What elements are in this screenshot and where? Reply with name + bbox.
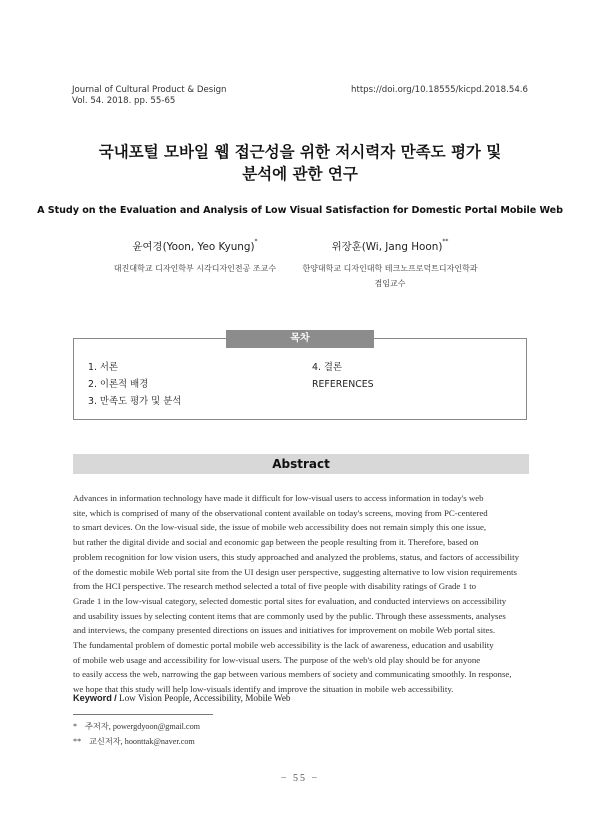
abstract-line: to easily access the web, narrowing the gap between various members of society and communicating smoothly. In response,: [73, 669, 512, 680]
author-2-mark: **: [442, 238, 449, 245]
keyword-values: Low Vision People, Accessibility, Mobile Web: [118, 693, 291, 703]
abstract-line: from the HCI perspective. The research method selected a total of five people with disability ratings of Grade 1 to: [73, 581, 477, 592]
abstract-line: but rather the digital divide and social and economic gap between the people resulting from it. Therefore, based on: [73, 537, 479, 548]
page-number: − 55 −: [280, 773, 320, 784]
abstract-line: to smart devices. On the low-visual side, the issue of mobile web accessibility does not remain simply this one issue,: [73, 522, 487, 533]
footnotes: [73, 719, 200, 749]
abstract-line: site, which is comprised of many of the observational content available on today's screens, moving from PC-centered: [73, 507, 488, 518]
abstract-line: and interviews, the company presented directions on issues and initiatives for improvement on mobile Web portal sites.: [73, 625, 496, 636]
english-title: A Study on the Evaluation and Analysis of Low Visual Satisfaction for Domestic Portal Mobile Web: [37, 205, 563, 216]
author-2-affiliation: [280, 261, 500, 291]
abstract-line: and usability issues by selecting content items that are commonly used by the public. Through these assessments, analyses: [73, 610, 506, 621]
abstract-line: we hope that this study will help low-visuals identify and improve the situation in mobile web accessibility.: [73, 684, 454, 695]
doi-link[interactable]: https://doi.org/10.18555/kicpd.2018.54.6: [351, 85, 528, 95]
footnote-2: [73, 734, 200, 749]
author-1-affiliation: 대진대학교 디자인학부 시각디자인전공 조교수: [113, 264, 277, 273]
toc-left-column: [88, 359, 181, 410]
abstract-line: Advances in information technology have made it difficult for low-visual users to access information in today's web: [73, 493, 484, 503]
toc-heading: 목차: [226, 330, 374, 348]
footnote-divider: [73, 714, 213, 715]
abstract-line: of mobile web usage and accessibility for low-visual users. The purpose of the web's old play should be for anyone: [73, 654, 481, 665]
abstract-line: of the domestic mobile Web portal site from the UI design user perspective, suggesting alternative to low vision requirements: [73, 566, 517, 577]
footnote-2-mark: **: [73, 737, 82, 746]
korean-title-line2: 분석에 관한 연구: [242, 165, 358, 183]
keywords: [73, 693, 291, 703]
keyword-separator: /: [114, 693, 117, 703]
abstract-line: Grade 1 in the low-visual category, selected domestic portal sites for evaluation, and conducted interviews on accessibility: [73, 595, 507, 606]
footnote-1-text: 주저자, powergdyoon@gmail.com: [85, 722, 201, 731]
toc-item[interactable]: REFERENCES: [312, 379, 374, 390]
keyword-label: Keyword: [73, 693, 112, 703]
journal-info: [72, 85, 227, 107]
toc-item[interactable]: 3. 만족도 평가 및 분석: [88, 396, 182, 407]
abstract-heading: Abstract: [73, 454, 529, 474]
toc-item[interactable]: 2. 이론적 배경: [88, 379, 149, 390]
author-1-name: 윤여경(Yoon, Yeo Kyung)*: [132, 238, 258, 253]
toc-item[interactable]: 4. 결론: [312, 362, 343, 373]
korean-title-line1: 국내포털 모바일 웹 접근성을 위한 저시력자 만족도 평가 및: [98, 143, 502, 161]
toc-item[interactable]: 1. 서론: [88, 362, 119, 373]
footnote-2-text: 교신저자, hoonttak@naver.com: [89, 737, 195, 746]
footnote-1: [73, 719, 200, 734]
abstract-body: [73, 491, 529, 697]
author-2-affiliation-line2: 겸임교수: [374, 279, 406, 288]
toc-right-column: [312, 359, 374, 393]
footnote-1-mark: *: [73, 722, 78, 731]
korean-title: [40, 141, 560, 185]
author-1-mark: *: [254, 238, 258, 245]
journal-name: Journal of Cultural Product & Design: [72, 85, 227, 95]
author-2: [300, 238, 480, 253]
abstract-line: problem recognition for low vision users, this study approached and analyzed the problems, status, and factors of accessibility: [73, 551, 520, 562]
author-2-name: 위장훈(Wi, Jang Hoon)**: [331, 238, 449, 253]
author-1: [110, 238, 280, 253]
author-2-affiliation-line1: 한양대학교 디자인대학 테크노프로덕트디자인학과: [302, 264, 478, 273]
abstract-line: The fundamental problem of domestic portal mobile web accessibility is the lack of awareness, education and usability: [73, 640, 494, 651]
journal-volume: Vol. 54. 2018. pp. 55-65: [72, 96, 176, 106]
